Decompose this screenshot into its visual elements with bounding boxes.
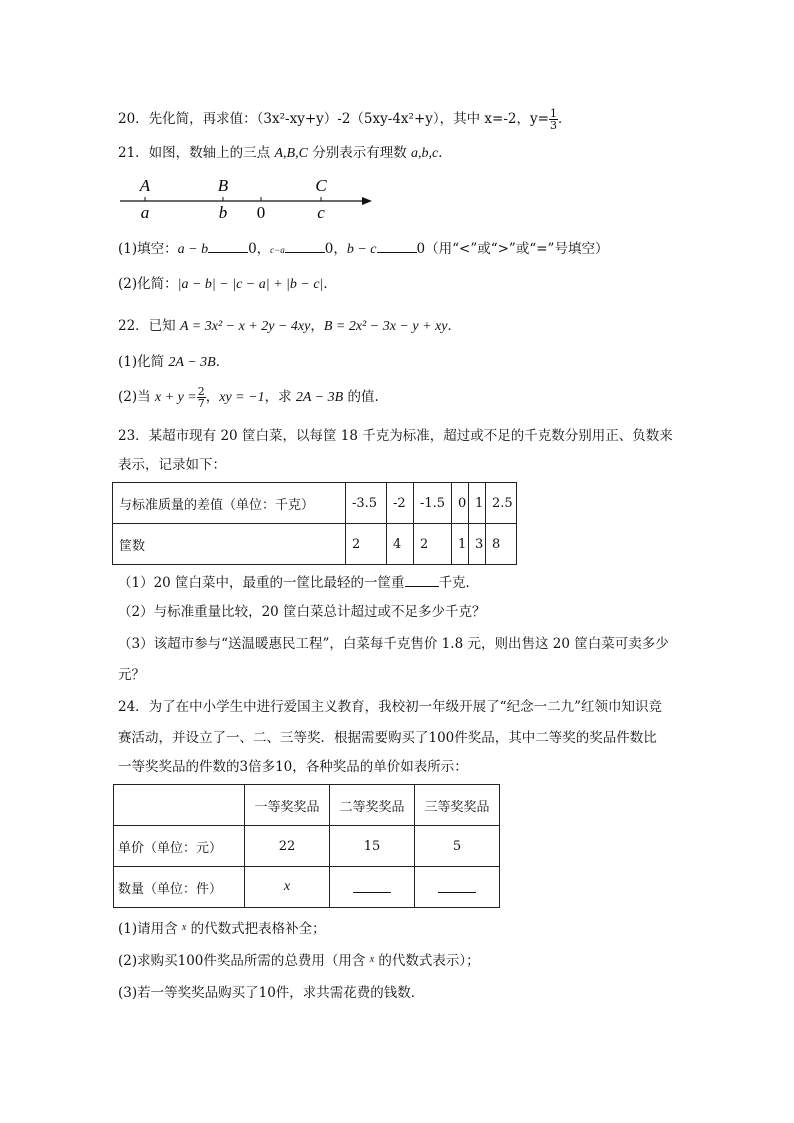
table-cell: 一等奖奖品 xyxy=(245,785,330,826)
label-point-A: A xyxy=(139,176,151,195)
table-row xyxy=(114,785,500,826)
table-row xyxy=(113,524,517,565)
table-cell: 4 xyxy=(387,524,414,565)
label-value-c: c xyxy=(317,203,325,222)
q22-part1: (1)化简 2A − 3B． xyxy=(118,354,230,370)
q24-stem-line3: 一等奖奖品的件数的3倍多10，各种奖品的单价如表所示： xyxy=(118,759,468,775)
table-cell xyxy=(114,785,245,826)
table-cell: 8 xyxy=(486,524,517,565)
table-cell: 单价（单位：元） xyxy=(114,826,245,867)
table-row xyxy=(113,483,517,524)
table-cell: 2 xyxy=(414,524,452,565)
q24-part2: (2)求购买100件奖品所需的总费用（用含 $^x$ 的代数式表示）； xyxy=(118,953,480,969)
q23-part3-line2: 元？ xyxy=(118,667,145,683)
table-cell: -3.5 xyxy=(346,483,387,524)
table-cell: 3 xyxy=(469,524,486,565)
q21-blank-1[interactable] xyxy=(208,238,248,253)
q24-stem-line2: 赛活动，并设立了一、二、三等奖．根据需要购买了100件奖品，其中二等奖的奖品件数比 xyxy=(118,730,657,746)
q20-text: 20．先化简，再求值：（3x²-xy+y）-2（5xy-4x²+y），其中 x=-2，y= xyxy=(118,111,549,127)
q21-blank-2[interactable] xyxy=(285,238,325,253)
table-cell: -2 xyxy=(387,483,414,524)
table-cell: 1 xyxy=(469,483,486,524)
number-line-figure xyxy=(118,172,378,224)
table-cell: 2 xyxy=(346,524,387,565)
q24-stem-line1: 24．为了在中小学生中进行爱国主义教育，我校初一年级开展了“纪念一二九”红领巾知识竞 xyxy=(118,699,662,715)
table-cell: -1.5 xyxy=(414,483,452,524)
q24-blank-third[interactable] xyxy=(438,878,476,893)
table-row xyxy=(114,826,500,867)
q23-part3-line1: （3）该超市参与“送温暖惠民工程”，白菜每千克售价 1.8 元，则出售这 20 筐白菜可卖多少 xyxy=(118,636,669,652)
q24-table xyxy=(113,784,500,908)
table-cell: 三等奖奖品 xyxy=(415,785,500,826)
q23-part1: （1）20 筐白菜中，最重的一筐比最轻的一筐重 千克． xyxy=(118,572,479,593)
table-row xyxy=(114,867,500,908)
label-zero: 0 xyxy=(256,203,266,222)
q21-part2: (2)化简：|a − b| − |c − a| + |b − c|． xyxy=(118,276,337,292)
q22-part2: (2)当 x + y = $\frac{2}{7}$ ，xy = −1，求 2A − 3B 的值. xyxy=(118,385,379,410)
number-line-arrow-icon xyxy=(362,197,372,205)
q24-part3: (3)若一等奖奖品购买了10件，求共需花费的钱数． xyxy=(118,985,425,1001)
table-cell xyxy=(415,867,500,908)
label-value-a: a xyxy=(140,203,150,222)
table-cell: 0 xyxy=(452,483,469,524)
table-cell xyxy=(330,867,415,908)
table-cell: 1 xyxy=(452,524,469,565)
table-cell: 22 xyxy=(245,826,330,867)
table-cell: 15 xyxy=(330,826,415,867)
q23-stem-line2: 表示，记录如下： xyxy=(118,457,226,473)
table-cell: 2.5 xyxy=(486,483,517,524)
q22-stem: 22．已知 A = 3x² − x + 2y − 4xy，B = 2x² − 3x − y + xy． xyxy=(118,318,461,334)
q23-part2: （2）与标准重量比较，20 筐白菜总计超过或不足多少千克？ xyxy=(118,604,486,620)
q20-fraction: $\frac{1}{3}$ xyxy=(549,107,557,132)
table-cell: 二等奖奖品 xyxy=(330,785,415,826)
table-cell: 5 xyxy=(415,826,500,867)
label-value-b: b xyxy=(218,203,228,222)
table-cell: x xyxy=(245,867,330,908)
label-point-C: C xyxy=(315,176,327,195)
label-point-B: B xyxy=(217,176,229,195)
q23-blank[interactable] xyxy=(405,572,439,587)
q24-part1: (1)请用含 $^x$ 的代数式把表格补全； xyxy=(118,921,326,937)
q23-stem-line1: 23．某超市现有 20 筐白菜，以每筐 18 千克为标准，超过或不足的千克数分别用正、负数来 xyxy=(118,428,673,444)
q20-line: 20．先化简，再求值：（3x²-xy+y）-2（5xy-4x²+y），其中 x=-2，y= $\frac{1}{3}$ ． xyxy=(118,107,572,132)
q21-stem: 21．如图，数轴上的三点 A,B,C 分别表示有理数 a,b,c． xyxy=(118,145,452,161)
table-cell: 与标准质量的差值（单位：千克） xyxy=(113,483,346,524)
q24-blank-second[interactable] xyxy=(353,878,391,893)
q23-table xyxy=(112,482,517,565)
q22-fraction: $\frac{2}{7}$ xyxy=(197,385,205,410)
table-cell: 筐数 xyxy=(113,524,346,565)
q21-part1: (1)填空：a − b 0，c−a 0，b − c 0（用“<”或“>”或“=”号填空） xyxy=(118,238,608,260)
table-cell: 数量（单位：件） xyxy=(114,867,245,908)
q21-blank-3[interactable] xyxy=(377,238,417,253)
